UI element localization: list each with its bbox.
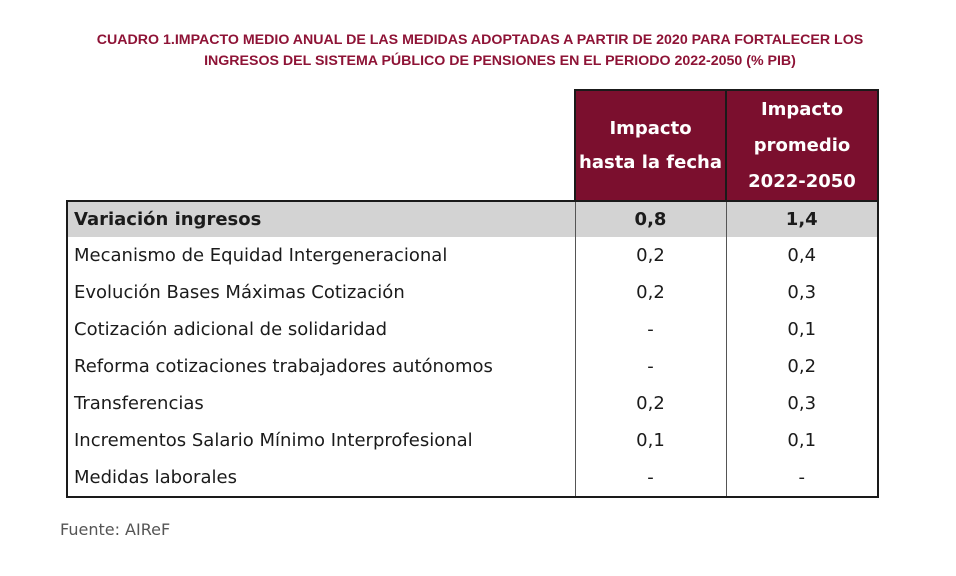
row-label: Cotización adicional de solidaridad (67, 311, 575, 348)
row-label: Mecanismo de Equidad Intergeneracional (67, 237, 575, 274)
row-value-average: 0,4 (726, 237, 878, 274)
row-value-average: 0,2 (726, 348, 878, 385)
row-label: Reforma cotizaciones trabajadores autónomos (67, 348, 575, 385)
table-title-line-1: CUADRO 1.IMPACTO MEDIO ANUAL DE LAS MEDIDAS ADOPTADAS A PARTIR DE 2020 PARA FORTALECER LOS (96, 32, 864, 48)
table-row (67, 311, 878, 348)
table-row (67, 459, 878, 497)
row-value-average: - (726, 459, 878, 497)
row-value-to-date: 0,2 (575, 237, 726, 274)
table-row-total (67, 201, 878, 237)
header-impact-average-line-1: Impacto (760, 98, 844, 120)
row-value-average: 0,1 (726, 422, 878, 459)
row-value-to-date: 0,8 (575, 201, 726, 237)
measures-impact-table (66, 89, 879, 498)
header-impact-average (726, 90, 878, 201)
row-value-to-date: 0,1 (575, 422, 726, 459)
header-empty-cell (67, 90, 575, 201)
row-label: Evolución Bases Máximas Cotización (67, 274, 575, 311)
header-impact-to-date-line-1: Impacto (609, 117, 692, 139)
table-row (67, 422, 878, 459)
row-value-average: 0,3 (726, 385, 878, 422)
row-value-to-date: 0,2 (575, 385, 726, 422)
table-title-line-2: INGRESOS DEL SISTEMA PÚBLICO DE PENSIONES EN EL PERIODO 2022-2050 (% PIB) (204, 53, 796, 69)
header-impact-average-line-3: 2022-2050 (748, 170, 856, 192)
table-row (67, 348, 878, 385)
row-value-average: 0,3 (726, 274, 878, 311)
row-value-average: 1,4 (726, 201, 878, 237)
table-row (67, 237, 878, 274)
table-row (67, 274, 878, 311)
row-value-to-date: 0,2 (575, 274, 726, 311)
row-value-to-date: - (575, 459, 726, 497)
table-title (40, 30, 920, 72)
row-label: Variación ingresos (67, 201, 575, 237)
table-row (67, 385, 878, 422)
row-label: Transferencias (67, 385, 575, 422)
row-label: Medidas laborales (67, 459, 575, 497)
source-note: Fuente: AIReF (60, 520, 171, 539)
row-value-to-date: - (575, 348, 726, 385)
header-impact-average-line-2: promedio (753, 134, 851, 156)
row-value-to-date: - (575, 311, 726, 348)
table-header-row (67, 90, 878, 201)
row-label: Incrementos Salario Mínimo Interprofesional (67, 422, 575, 459)
row-value-average: 0,1 (726, 311, 878, 348)
header-impact-to-date-line-2: hasta la fecha (579, 151, 722, 173)
header-impact-to-date (575, 90, 726, 201)
